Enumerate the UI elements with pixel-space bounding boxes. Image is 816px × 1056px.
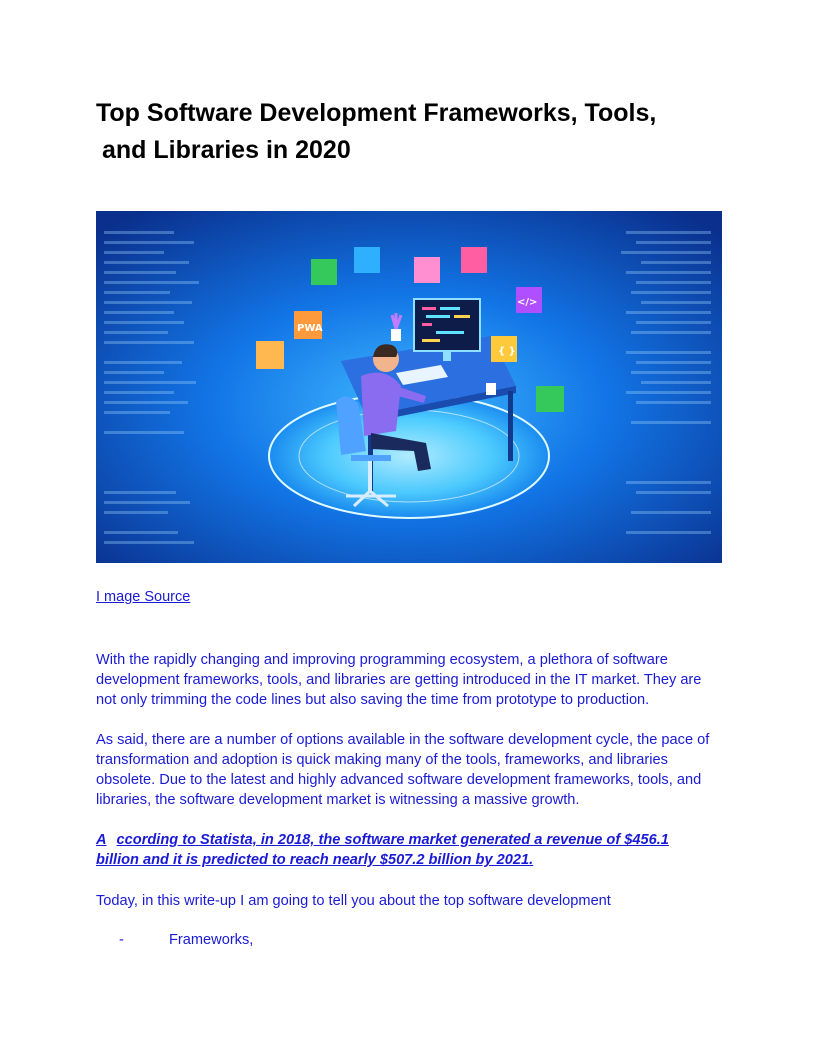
paragraph-today bbox=[96, 891, 726, 911]
paragraph-line: development frameworks, tools, and libraries are getting introduced in the IT market. They are bbox=[96, 672, 702, 688]
paragraph-line: libraries, the software development market is witnessing a massive growth. bbox=[96, 792, 580, 808]
statistic-line-1-text: ccording to Statista, in 2018, the software market generated a revenue of $456.1 bbox=[116, 832, 669, 848]
paragraph-line: obsolete. Due to the latest and highly advanced software development frameworks, tools, and bbox=[96, 772, 702, 788]
paragraph-market bbox=[96, 730, 726, 810]
paragraph-line: Today, in this write-up I am going to tell you about the top software development bbox=[96, 893, 611, 909]
list-item: Frameworks, bbox=[169, 932, 254, 948]
statistic-line-1 bbox=[96, 830, 736, 850]
paragraph-line: not only trimming the code lines but also saving the time from prototype to production. bbox=[96, 692, 650, 708]
svg-text:PWA: PWA bbox=[297, 323, 323, 334]
paragraph-intro bbox=[96, 650, 726, 710]
page-title bbox=[96, 95, 736, 169]
list-bullet: - bbox=[119, 932, 124, 948]
paragraph-line: As said, there are a number of options available in the software development cycle, the pace of bbox=[96, 732, 710, 748]
title-line-1: Top Software Development Frameworks, Tools, bbox=[96, 99, 657, 127]
statistic-link[interactable] bbox=[96, 830, 736, 870]
statistic-first-letter: A bbox=[96, 832, 107, 848]
paragraph-line: With the rapidly changing and improving programming ecosystem, a plethora of software bbox=[96, 652, 668, 668]
paragraph-line: transformation and adoption is quick making many of the tools, frameworks, and libraries bbox=[96, 752, 668, 768]
image-source-link[interactable]: I mage Source bbox=[96, 589, 191, 605]
statistic-line-2: billion and it is predicted to reach nearly $507.2 billion by 2021. bbox=[96, 852, 534, 868]
title-line-2: and Libraries in 2020 bbox=[102, 136, 351, 164]
svg-text:</>: </> bbox=[517, 297, 538, 308]
svg-text:{ }: { } bbox=[498, 346, 516, 357]
developer-at-computer-illustration bbox=[96, 211, 722, 563]
hero-image bbox=[96, 211, 722, 563]
